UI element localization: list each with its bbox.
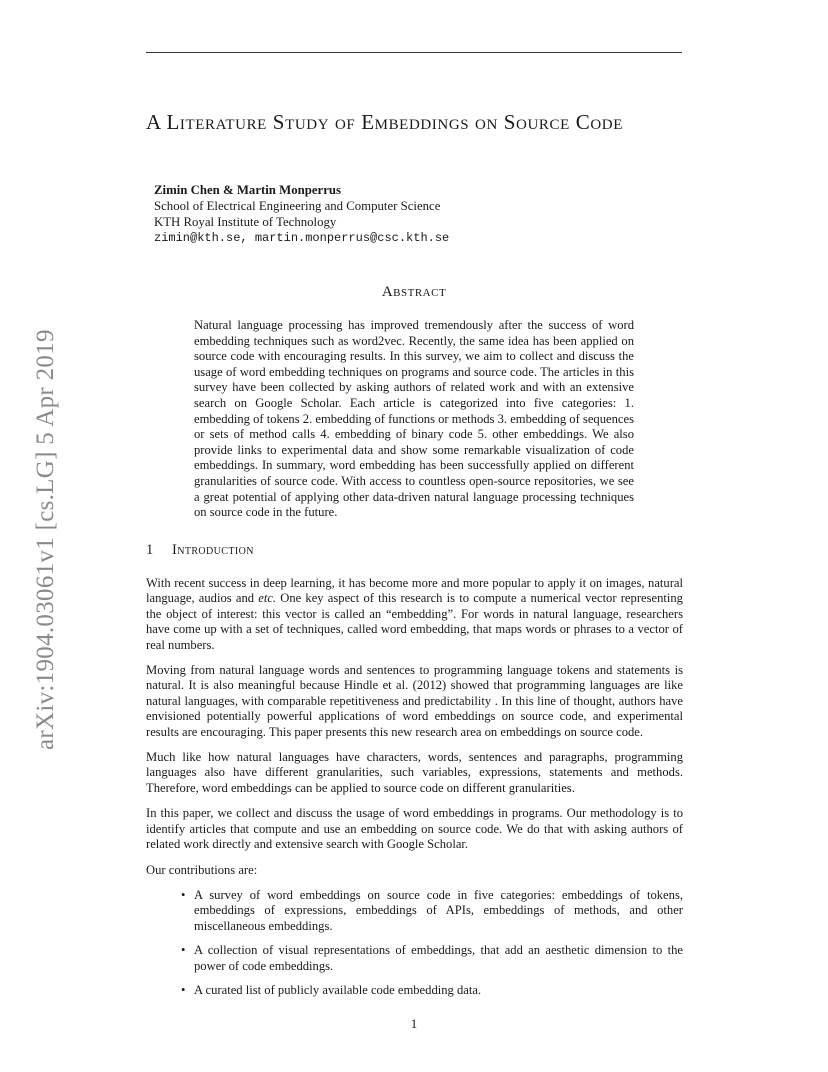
contributions-list	[146, 888, 683, 998]
abstract-text: Natural language processing has improved tremendously after the success of word embedding techniques such as word2vec. Recently, the same idea has been applied on source code with encouraging results. In this survey, we aim to collect and discuss the usage of word embedding techniques on programs and source code. The articles in this survey have been collected by asking authors of related work and with an extensive search on Google Scholar. Each article is categorized into five categories: 1. embedding of tokens 2. embedding of functions or methods 3. embedding of sequences or sets of method calls 4. embedding of binary code 5. other embeddings. We also provide links to experimental data and show some remarkable visualization of code embeddings. In summary, word embedding has been successfully applied on different granularities of source code. With access to countless open-source repositories, we see a great potential of applying other data-driven natural language processing techniques on source code in the future.	[194, 318, 634, 520]
section-number: 1	[146, 542, 154, 558]
introduction-body	[146, 576, 683, 1007]
paragraph-2: Moving from natural language words and sentences to programming language tokens and statements is natural. It is also meaningful because Hindle et al. (2012) showed that programming languages are like natural languages, with comparable repetitiveness and predictability . In this line of thought, authors have envisioned potentially powerful applications of word embeddings on source code, and experimental results are encouraging. This paper presents this new research area on embeddings on source code.	[146, 663, 683, 739]
paragraph-1	[146, 576, 683, 653]
paragraph-3: Much like how natural languages have characters, words, sentences and paragraphs, programming languages also have different granularities, such variables, expressions, statements and methods. Therefore, word embeddings can be applied to source code on different granularities.	[146, 750, 683, 795]
section-title: Introduction	[172, 542, 254, 558]
page-number: 1	[410, 1016, 418, 1031]
paragraph-1-part-a: With recent success in deep learning, it has become more and more popular to apply it on images, natural language, audios and	[146, 576, 683, 606]
paragraph-1-emphasis: etc.	[258, 591, 277, 606]
affiliation-school: School of Electrical Engineering and Computer Science	[154, 199, 441, 213]
paragraph-4: In this paper, we collect and discuss the usage of word embeddings in programs. Our methodology is to identify articles that compute and use an embedding on source code. We do that with asking authors of related work directly and extensive search with Google Scholar.	[146, 806, 683, 852]
paragraph-1-part-b: One key aspect of this research is to compute a numerical vector representing the object of interest: this vector is called an “embedding”. For words in natural language, researchers have come up with a set of techniques, called word embedding, that maps words or phrases to a vector of real numbers.	[146, 591, 683, 652]
list-item: • A collection of visual representations of embeddings, that add an aesthetic dimension to the power of code embeddings.	[194, 943, 683, 974]
section-heading-introduction	[146, 542, 254, 559]
list-item: • A survey of word embeddings on source code in five categories: embeddings of tokens, embeddings of expressions, embeddings of APIs, embeddings of methods, and other miscellaneous embeddings.	[194, 888, 683, 934]
abstract-heading: Abstract	[381, 284, 447, 300]
list-item: • A curated list of publicly available code embedding data.	[194, 983, 683, 998]
arxiv-identifier[interactable]: arXiv:1904.03061v1 [cs.LG] 5 Apr 2019	[32, 329, 59, 750]
top-rule	[146, 52, 682, 53]
paper-title: A Literature Study of Embeddings on Source Code	[146, 110, 623, 134]
author-emails[interactable]: zimin@kth.se, martin.monperrus@csc.kth.se	[154, 231, 450, 245]
author-names: Zimin Chen & Martin Monperrus	[154, 183, 341, 197]
author-block	[154, 182, 449, 246]
paragraph-5: Our contributions are:	[146, 862, 258, 877]
affiliation-institute: KTH Royal Institute of Technology	[154, 215, 337, 229]
